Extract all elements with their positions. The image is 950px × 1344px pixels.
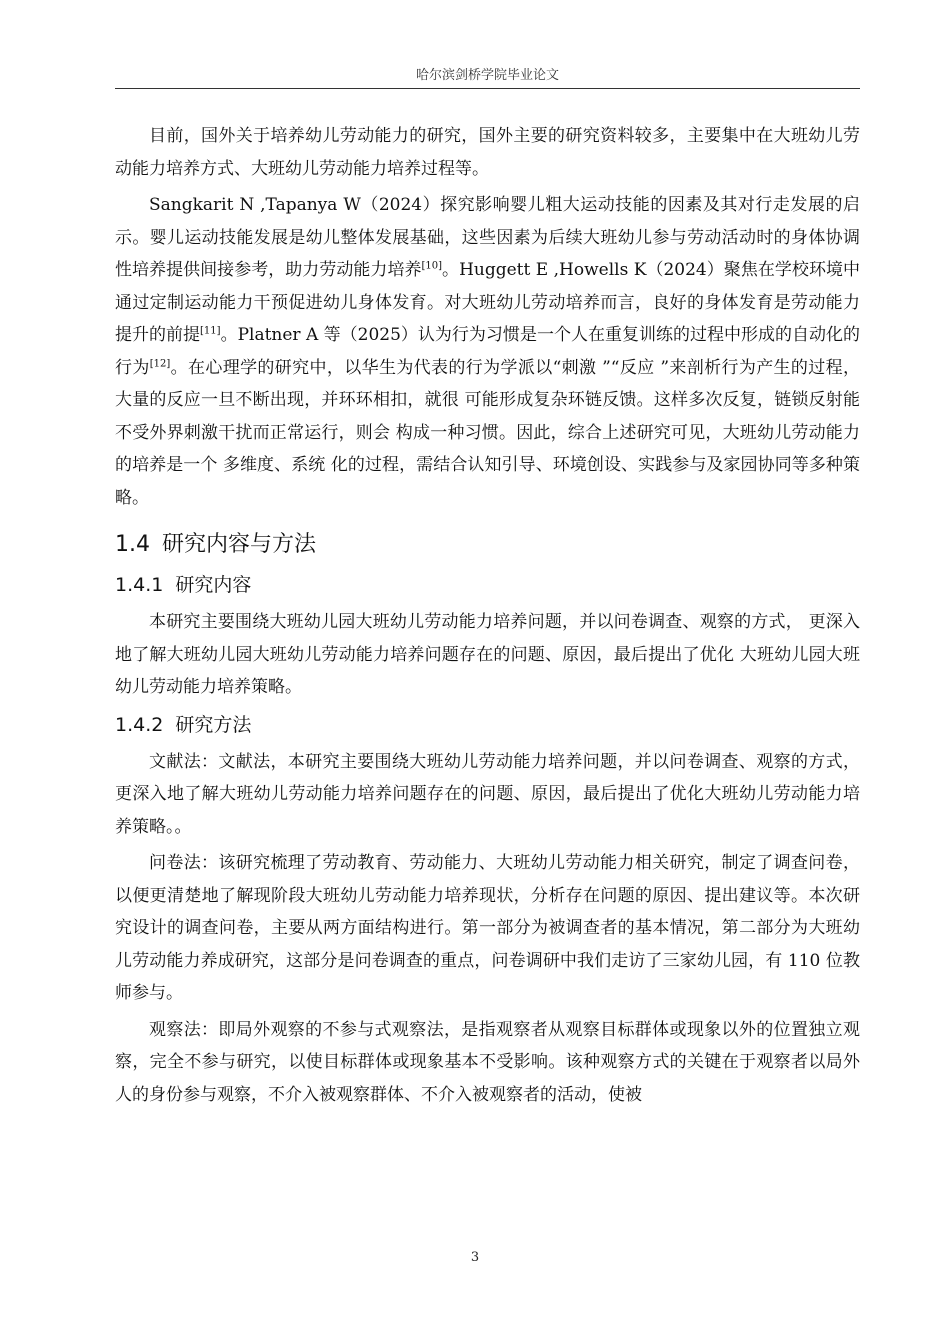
header-divider (115, 88, 860, 89)
citation-ref: [12] (149, 357, 171, 369)
paragraph-text: 。在心理学的研究中，以华生为代表的行为学派以“刺激 ”“反应 ”来剖析行为产生的过程，大量的反应一旦不断出现，并环环相扣，就很 可能形成复杂环链反馈。这样多次反复，链锁反射能不受外界刺激干扰而正常运行，则会 构成一种习惯。因此，综合上述研究可见，大班幼儿劳动能力的培养是一个 多维度、系统 化的过程，需结合认知引导、环境创设、实践参与及家园协同等多种策略。 (115, 357, 861, 508)
citation-ref: [11] (200, 325, 221, 337)
paragraph-questionnaire-method: 问卷法：该研究梳理了劳动教育、劳动能力、大班幼儿劳动能力相关研究，制定了调查问卷，以便更清楚地了解现阶段大班幼儿劳动能力培养现状，分析存在问题的原因、提出建议等。本次研究设计的调查问卷，主要从两方面结构进行。第一部分为被调查者的基本情况，第二部分为大班幼儿劳动能力养成研究，这部分是问卷调查的重点，问卷调研中我们走访了三家幼儿园，有 110 位教师参与。 (115, 853, 860, 1003)
subsection-heading (115, 708, 860, 742)
paragraph-text: 。Huggett E ,Howells K（2024）聚焦在学校环境中通过定制运动能力干预促进幼儿身体发育。对大班幼儿劳动培养而言，良好的身体发育是劳动能力提升的前提 (115, 260, 860, 345)
paragraph-observation-method: 观察法：即局外观察的不参与式观察法，是指观察者从观察目标群体或现象以外的位置独立观察，完全不参与研究，以使目标群体或现象基本不受影响。该种观察方式的关键在于观察者以局外人的身份参与观察，不介入被观察群体、不介入被观察者的活动，使被 (115, 1019, 860, 1105)
subsection-heading (115, 568, 860, 602)
subsection-number: 1.4.2 (115, 713, 164, 736)
paragraph-literature (115, 189, 860, 514)
paragraph-intro: 目前，国外关于培养幼儿劳动能力的研究，国外主要的研究资料较多，主要集中在大班幼儿劳动能力培养方式、大班幼儿劳动能力培养过程等。 (115, 126, 860, 179)
subsection-number: 1.4.1 (115, 574, 164, 596)
citation-ref: [10] (421, 260, 443, 272)
page-body (115, 120, 860, 1111)
paragraph-text: Sangkarit N ,Tapanya W（2024）探究影响婴儿粗大运动技能的因素及其对行走发展的启示。婴儿运动技能发展是幼儿整体发展基础，这些因素为后续大班幼儿参与劳动活动时的身体协调性培养提供间接参考，助力劳动能力培养 (115, 195, 860, 280)
subsection-title: 研究内容 (175, 574, 252, 596)
section-number: 1.4 (115, 532, 150, 557)
page-number: 3 (470, 1250, 480, 1265)
paragraph-text: 。Platner A 等（2025）认为行为习惯是一个人在重复训练的过程中形成的自动化的行为 (115, 325, 861, 378)
running-header: 哈尔滨剑桥学院毕业论文 (415, 68, 559, 83)
paragraph-research-content: 本研究主要围绕大班幼儿园大班幼儿劳动能力培养问题，并以问卷调查、观察的方式， 更深入地了解大班幼儿园大班幼儿劳动能力培养问题存在的问题、原因，最后提出了优化 大班幼儿园大班幼儿劳动能力培养策略。 (115, 612, 860, 697)
section-title: 研究内容与方法 (162, 532, 317, 557)
paragraph-literature-method: 文献法：文献法，本研究主要围绕大班幼儿劳动能力培养问题，并以问卷调查、观察的方式，更深入地了解大班幼儿劳动能力培养问题存在的问题、原因，最后提出了优化大班幼儿劳动能力培养策略。。 (115, 751, 860, 837)
subsection-title: 研究方法 (175, 713, 252, 736)
section-heading (115, 528, 860, 562)
